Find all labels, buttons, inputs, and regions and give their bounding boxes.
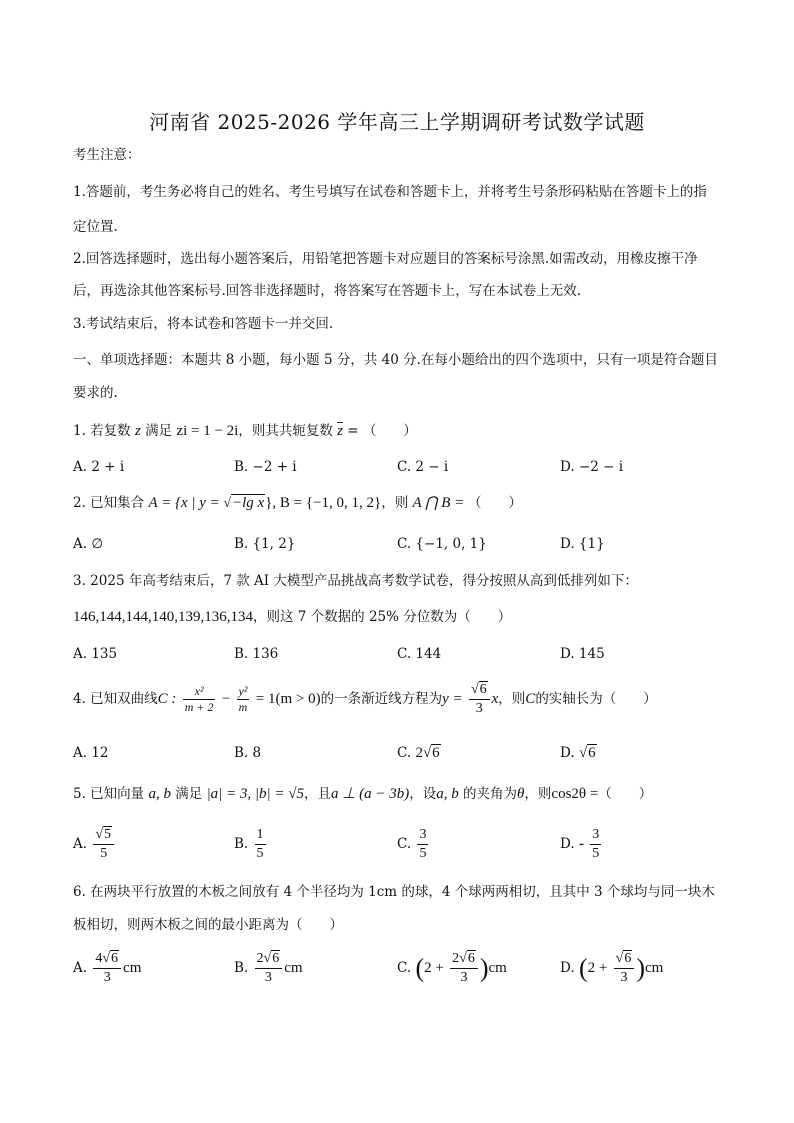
- question-3-line-1: 3. 2025 年高考结束后，7 款 AI 大模型产品挑战高考数学试卷，得分按照从高到低排列如下：: [73, 573, 638, 589]
- q5-end: （ ）: [598, 786, 653, 802]
- q4-fraction-2: [237, 684, 250, 715]
- q5-option-b-num: 1: [255, 826, 266, 845]
- q4-curve: C :: [157, 691, 177, 707]
- q5-option-b-fraction: [255, 826, 266, 863]
- q4-option-c-radicand: 6: [432, 745, 440, 761]
- q6-option-c-unit: cm: [488, 960, 507, 976]
- q1-prefix: 1. 若复数: [73, 423, 131, 439]
- q5-mid: 满足: [175, 786, 203, 802]
- q6-option-c-den: 3: [460, 970, 468, 985]
- q5-theta: θ: [517, 786, 525, 802]
- q5-tail1: ，且: [304, 786, 332, 802]
- question-4: [73, 680, 723, 718]
- q6-option-d-unit: cm: [644, 960, 664, 976]
- q5-option-d-sign: -: [578, 836, 584, 852]
- q5-option-c-den: 5: [419, 846, 427, 861]
- q6-option-c: [397, 950, 507, 987]
- q6-option-b-coef: 2: [256, 951, 264, 966]
- q6-option-a-radicand: 6: [111, 951, 119, 966]
- q5-option-a: [73, 826, 116, 863]
- q3-option-a: A. 135: [73, 646, 118, 662]
- q1-var: z: [134, 423, 141, 439]
- q4-f2-den: m: [238, 700, 248, 714]
- q5-tail4: ，则: [524, 786, 552, 802]
- q5-option-b: [234, 826, 268, 863]
- q1-mid: 满足: [145, 423, 173, 439]
- q6-option-a-unit: cm: [123, 960, 142, 976]
- q6-option-c-rparen: ): [479, 953, 489, 983]
- q2-set-a: A = {x | y =: [148, 495, 224, 511]
- q6-option-a-den: 3: [103, 970, 111, 985]
- q5-option-d-fraction: [590, 826, 601, 863]
- q6-option-d-two: 2 +: [587, 960, 608, 976]
- q4-eq1: = 1(m > 0): [255, 691, 321, 707]
- q6-option-a: [73, 950, 141, 987]
- q4-option-b: B. 8: [234, 745, 262, 761]
- q6-option-c-fraction: [450, 950, 478, 987]
- q4-option-d-radicand: 6: [588, 745, 596, 761]
- q6-option-d-fraction: [614, 950, 635, 987]
- q6-option-c-num: 2√6: [450, 950, 478, 969]
- q4-mid: 的一条渐近线方程为: [320, 691, 443, 707]
- q6-option-c-label: C.: [397, 960, 412, 976]
- q2-tail: ，则: [381, 495, 409, 511]
- q5-option-d-den: 5: [592, 846, 600, 861]
- q5-option-a-fraction: [93, 826, 114, 863]
- q4-option-c-sqrt: √6: [422, 745, 440, 761]
- q2-option-b: B. {1, 2}: [234, 536, 296, 552]
- q3-option-b: B. 136: [234, 646, 279, 662]
- q5-option-a-den: 5: [100, 846, 108, 861]
- q4-end: 的实轴长为（ ）: [535, 691, 657, 707]
- q4-yeq: y =: [442, 691, 463, 707]
- q4-option-d-label: D.: [560, 745, 575, 761]
- q4-slope-den: 3: [475, 701, 483, 716]
- page-title: 河南省 2025-2026 学年高三上学期调研考试数学试题: [149, 110, 645, 134]
- q5-prefix: 5. 已知向量: [73, 786, 145, 802]
- q4-option-d: [560, 744, 597, 762]
- q4-c: C: [525, 691, 536, 707]
- q4-f2-num: y²: [238, 684, 248, 698]
- notice-item-1-line-2: 定位置.: [73, 219, 118, 235]
- q1-end: = （ ）: [342, 423, 417, 439]
- q5-option-c-label: C.: [397, 836, 412, 852]
- notice-item-2-line-2: 后，再选涂其他答案标号.回答非选择题时，将答案写在答题卡上，写在本试卷上无效.: [73, 283, 582, 299]
- q4-slope-num: √6: [469, 681, 490, 700]
- q5-option-d-num: 3: [590, 826, 601, 845]
- q1-option-a: A. 2 + i: [73, 459, 125, 475]
- q2-end: （ ）: [467, 495, 522, 511]
- q6-option-c-coef: 2: [452, 951, 460, 966]
- q5-perp: a ⊥ (a − 3b): [331, 786, 410, 802]
- q6-option-a-fraction: [93, 950, 121, 987]
- q3-data: 146,144,144,140,139,136,134: [73, 609, 253, 625]
- notice-item-2-line-1: 2.回答选择题时，选出每小题答案后，用铅笔把答题卡对应题目的答案标号涂黑.如需改动，用橡皮擦干净: [73, 251, 698, 267]
- q5-norms: |a| = 3, |b| = √5: [206, 786, 305, 802]
- q5-option-c: [397, 826, 430, 863]
- q4-slope-fraction: [469, 681, 490, 718]
- q6-option-c-two: 2 +: [424, 960, 444, 976]
- q4-option-d-sqrt: √6: [578, 745, 596, 761]
- question-2: [73, 494, 723, 512]
- q6-option-d-num: √6: [614, 950, 635, 969]
- question-6-line-2: 板相切，则两木板之间的最小距离为（ ）: [73, 917, 343, 933]
- q5-option-b-label: B.: [234, 836, 249, 852]
- q4-f1-den: m + 2: [184, 700, 214, 714]
- q4-minus: −: [221, 691, 231, 707]
- q5-tail3: 的夹角为: [463, 786, 518, 802]
- q6-option-d-den: 3: [620, 970, 628, 985]
- q6-option-b-num: 2√6: [255, 950, 283, 969]
- q1-equation: zi = 1 − 2i: [176, 423, 239, 439]
- q6-option-b-unit: cm: [284, 960, 303, 976]
- q6-option-b-radicand: 6: [272, 951, 280, 966]
- section-1-line-1: 一、单项选择题：本题共 8 小题，每小题 5 分，共 40 分.在每小题给出的四个选项中，只有一项是符合题目: [73, 352, 718, 368]
- q3-tail: ，则这 7 个数据的 25% 分位数为（ ）: [253, 609, 512, 625]
- q2-set-b: }, B = {−1, 0, 1, 2}: [265, 495, 382, 511]
- q6-option-a-coef: 4: [95, 951, 103, 966]
- q4-slope-radicand: 6: [479, 682, 487, 697]
- q6-option-b-fraction: [255, 950, 283, 987]
- q5-tail2: ，设: [409, 786, 437, 802]
- q2-sqrt: √−lg x: [223, 495, 265, 511]
- question-1: [73, 422, 723, 440]
- q2-radicand: −lg x: [231, 495, 265, 511]
- q6-option-d-lparen: (: [578, 953, 588, 983]
- q5-option-b-den: 5: [256, 846, 264, 861]
- q2-option-c: C. {−1, 0, 1}: [397, 536, 487, 552]
- q5-option-c-num: 3: [417, 826, 428, 845]
- q6-option-a-num: 4√6: [93, 950, 121, 969]
- q6-option-b-den: 3: [264, 970, 272, 985]
- notice-item-1-line-1: 1.答题前，考生务必将自己的姓名、考生号填写在试卷和答题卡上，并将考生号条形码粘贴在答题卡上的指: [73, 184, 707, 200]
- q5-vecs: a, b: [148, 786, 171, 802]
- question-5: [73, 785, 723, 803]
- q3-option-c: C. 144: [397, 646, 442, 662]
- notice-item-3: 3.考试结束后，将本试卷和答题卡一并交回.: [73, 316, 334, 332]
- q6-option-d: [560, 950, 663, 987]
- q2-prefix: 2. 已知集合: [73, 495, 145, 511]
- q4-fraction-1: [183, 684, 216, 715]
- q2-option-d: D. {1}: [560, 536, 605, 552]
- q6-option-c-lparen: (: [415, 953, 425, 983]
- notice-heading: 考生注意：: [73, 147, 141, 163]
- q5-vecs-2: a, b: [436, 786, 459, 802]
- q6-option-b-label: B.: [234, 960, 249, 976]
- q6-option-d-radicand: 6: [624, 951, 632, 966]
- q1-option-d: D. −2 − i: [560, 459, 624, 475]
- q4-option-a: A. 12: [73, 745, 109, 761]
- q1-option-b: B. −2 + i: [234, 459, 297, 475]
- q4-option-c-label: C.: [397, 745, 412, 761]
- q5-option-a-radicand: 5: [104, 827, 112, 842]
- q5-option-d: [560, 826, 603, 863]
- q4-f1-num: x²: [183, 684, 216, 700]
- q6-option-c-radicand: 6: [467, 951, 475, 966]
- q4-option-c-coef: 2: [415, 745, 423, 761]
- q3-option-d: D. 145: [560, 646, 605, 662]
- q2-option-a: A. ∅: [73, 536, 104, 552]
- question-6-line-1: 6. 在两块平行放置的木板之间放有 4 个半径均为 1cm 的球，4 个球两两相切，且其中 3 个球均与同一块木: [73, 884, 715, 900]
- q5-option-c-fraction: [417, 826, 428, 863]
- q5-cos: cos2θ =: [551, 786, 599, 802]
- q1-tail: ，则其共轭复数: [238, 423, 333, 439]
- q6-option-b: [234, 950, 303, 987]
- q2-expr: A ⋂ B =: [412, 495, 468, 511]
- q4-tail: ，则: [498, 691, 526, 707]
- q5-option-d-label: D.: [560, 836, 575, 852]
- question-3-line-2: [73, 608, 723, 626]
- section-1-line-2: 要求的.: [73, 385, 118, 401]
- q6-option-d-label: D.: [560, 960, 575, 976]
- q6-option-d-rparen: ): [636, 953, 645, 983]
- q6-option-a-label: A.: [73, 960, 88, 976]
- q1-conjugate: $\overline{z}$: [337, 423, 343, 439]
- q5-option-a-label: A.: [73, 836, 88, 852]
- q4-prefix: 4. 已知双曲线: [73, 691, 158, 707]
- q4-option-c: [397, 744, 441, 762]
- q1-option-c: C. 2 − i: [397, 459, 449, 475]
- q4-x: x: [491, 691, 499, 707]
- q5-option-a-num: √5: [93, 826, 114, 845]
